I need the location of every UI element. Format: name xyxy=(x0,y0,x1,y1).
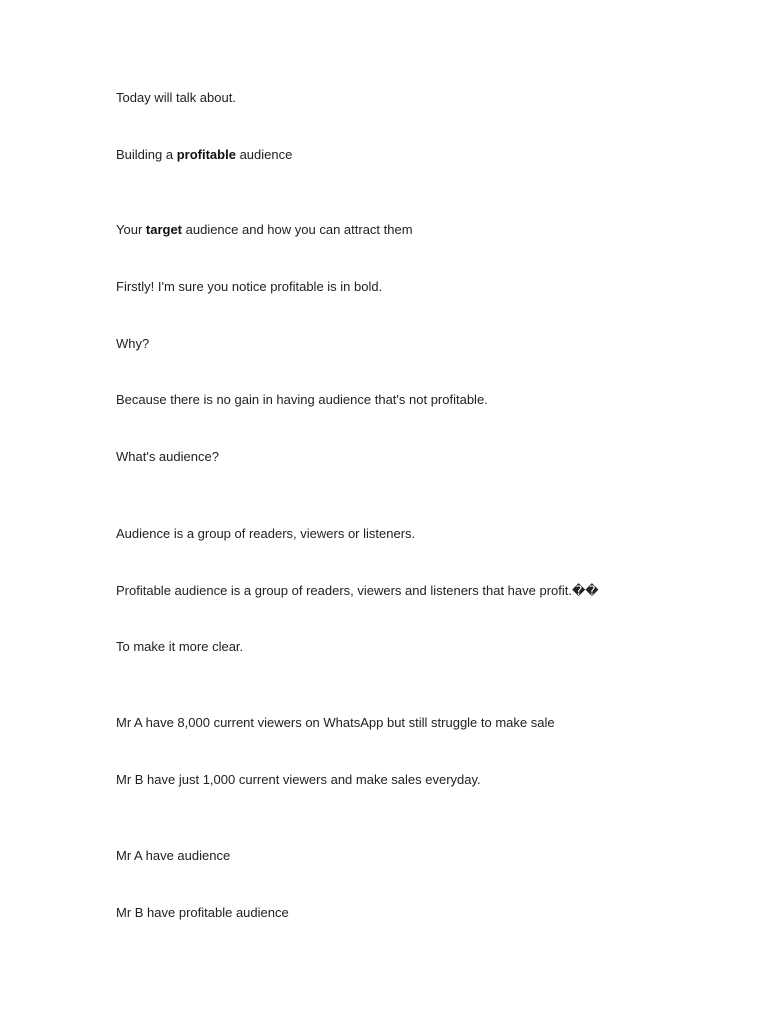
paragraph-line: To make it more clear. xyxy=(116,639,244,654)
bold-word-profitable: profitable xyxy=(176,147,236,162)
question-line: What's audience? xyxy=(116,449,219,464)
question-line: Why? xyxy=(116,336,150,351)
text-segment: Building a xyxy=(116,147,177,162)
example-line: Mr B have just 1,000 current viewers and make sales everyday. xyxy=(116,772,481,787)
text-segment: audience and how you can attract them xyxy=(182,222,413,237)
bold-word-target: target xyxy=(145,222,183,237)
text-segment: Your xyxy=(116,222,146,237)
conclusion-line: Mr B have profitable audience xyxy=(116,905,289,920)
paragraph-line: Because there is no gain in having audience that's not profitable. xyxy=(116,392,488,407)
intro-line: Today will talk about. xyxy=(116,90,236,105)
example-line: Mr A have 8,000 current viewers on WhatsApp but still struggle to make sale xyxy=(116,715,555,730)
topic-profitable-audience xyxy=(116,147,292,163)
text-segment: audience xyxy=(235,147,293,162)
topic-target-audience xyxy=(116,222,413,238)
paragraph-line: Firstly! I'm sure you notice profitable is in bold. xyxy=(116,279,383,294)
definition-line: Profitable audience is a group of readers, viewers and listeners that have profit.�� xyxy=(116,583,599,598)
definition-line: Audience is a group of readers, viewers or listeners. xyxy=(116,526,416,541)
conclusion-line: Mr A have audience xyxy=(116,848,231,863)
